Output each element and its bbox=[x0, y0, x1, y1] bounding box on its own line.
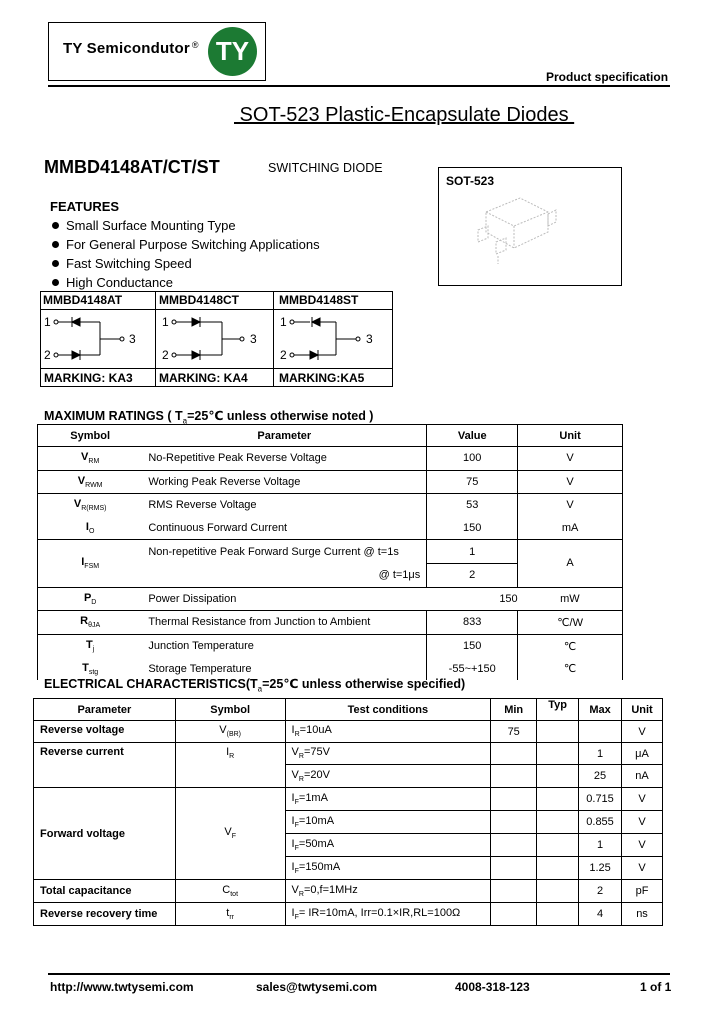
bullet-icon bbox=[52, 241, 59, 248]
pin-label: 1 bbox=[162, 315, 169, 329]
table-row: $I_{FSM}$ Non-repetitive Peak Forward Surge Current @ t=1s 1 A bbox=[38, 540, 623, 564]
circuit-at-diagram bbox=[42, 311, 154, 367]
table-header-row bbox=[34, 699, 663, 721]
header-divider bbox=[48, 85, 670, 87]
table-row: Reverse voltage $V_{(BR)}$ $I_R=10uA$ 75 V bbox=[34, 721, 663, 743]
page-number: 1 of 1 bbox=[640, 980, 672, 994]
table-row: Total capacitance $C_{tot}$ $V_R=0,f=1MHz$ 2 pF bbox=[34, 880, 663, 903]
table-row: $I_F=10mA$ 0.855 V bbox=[34, 811, 663, 834]
pin-label: 3 bbox=[366, 332, 373, 346]
pin-label: 1 bbox=[280, 315, 287, 329]
col-header-typ: Typ bbox=[537, 699, 579, 721]
footer-divider bbox=[48, 973, 670, 975]
bullet-icon bbox=[52, 260, 59, 267]
feature-item: Small Surface Mounting Type bbox=[52, 218, 236, 233]
package-outline-drawing bbox=[468, 190, 564, 270]
device-type: SWITCHING DIODE bbox=[268, 161, 383, 175]
table-row: $T_{stg}$ Storage Temperature -55~+150 ℃ bbox=[38, 657, 623, 680]
table-row: Forward voltage $V_F$ $I_F=1mA$ 0.715 V bbox=[34, 788, 663, 811]
table-row: Reverse current $I_R$ $V_R=75V$ 1 μA bbox=[34, 743, 663, 765]
circuit-st-diagram bbox=[276, 311, 392, 367]
col-header-symbol: Symbol bbox=[175, 699, 285, 721]
col-header-parameter: Parameter bbox=[257, 429, 312, 442]
footer-website-link[interactable]: http://www.twtysemi.com bbox=[50, 980, 194, 994]
table-row: $V_R=20V$ 25 nA bbox=[34, 765, 663, 788]
variant-name-ct: MMBD4148CT bbox=[159, 293, 240, 307]
feature-item: For General Purpose Switching Applications bbox=[52, 237, 320, 252]
col-header-max: Max bbox=[579, 699, 622, 721]
page-title: SOT-523 Plastic-Encapsulate Diodes bbox=[234, 104, 575, 126]
bullet-icon bbox=[52, 222, 59, 229]
table-row: $I_O$ Continuous Forward Current 150 mA bbox=[38, 517, 623, 540]
table-row: $I_F=50mA$ 1 V bbox=[34, 834, 663, 857]
table-row: $V_{RWM}$ Working Peak Reverse Voltage 75 V bbox=[38, 470, 623, 494]
bullet-icon bbox=[52, 279, 59, 286]
table-header-row bbox=[38, 425, 623, 447]
marking-divider bbox=[40, 309, 393, 310]
circuit-ct-diagram bbox=[158, 311, 272, 367]
company-name: TY Semicondutor ® bbox=[63, 40, 199, 57]
table-row: $P_D$ Power Dissipation 150 mW bbox=[38, 587, 623, 611]
max-ratings-heading: MAXIMUM RATINGS ( $T_a=25℃$ unless otherwise noted ) bbox=[44, 409, 374, 426]
footer-phone: 4008-318-123 bbox=[455, 980, 530, 994]
table-row: @ t=1μs 2 bbox=[38, 563, 623, 587]
col-header-value: Value bbox=[427, 425, 518, 447]
max-ratings-table bbox=[37, 424, 623, 680]
variant-name-st: MMBD4148ST bbox=[279, 293, 359, 307]
electrical-table bbox=[33, 698, 663, 926]
variant-name-at: MMBD4148AT bbox=[43, 293, 123, 307]
electrical-heading: ELECTRICAL $CHARACTERISTICS(T_a=25℃$ unless otherwise specified) bbox=[44, 677, 466, 694]
col-header-unit: Unit bbox=[518, 425, 623, 447]
product-spec-label: Product specification bbox=[546, 70, 669, 84]
table-row: $V_{RM}$ No-Repetitive Peak Reverse Voltage 100 V bbox=[38, 447, 623, 471]
registered-mark: ® bbox=[191, 40, 199, 50]
col-header-min: Min bbox=[491, 699, 537, 721]
marking-code-st: MARKING:KA5 bbox=[279, 371, 365, 385]
footer-email-link[interactable]: sales@twtysemi.com bbox=[256, 980, 378, 994]
table-row: $I_F=150mA$ 1.25 V bbox=[34, 857, 663, 880]
pin-label: 1 bbox=[44, 315, 51, 329]
table-row: $V_{R(RMS)}$ RMS Reverse Voltage 53 V bbox=[38, 494, 623, 517]
features-heading: FEATURES bbox=[50, 199, 120, 214]
company-logo: TY bbox=[208, 27, 257, 76]
table-row: $T_j$ Junction Temperature 150 ℃ bbox=[38, 634, 623, 657]
feature-item: High Conductance bbox=[52, 275, 173, 290]
col-header-conditions: Test conditions bbox=[285, 699, 491, 721]
marking-code-at: MARKING: KA3 bbox=[44, 371, 133, 385]
table-row: Reverse recovery time $t_{rr}$ $I_F= IR=10mA$, Irr=0.1×IR,RL=100Ω 4 ns bbox=[34, 903, 663, 926]
pin-label: 2 bbox=[162, 348, 169, 362]
part-number: MMBD4148AT/CT/ST bbox=[44, 157, 220, 177]
table-row: $R_{\theta JA}$ Thermal Resistance from Junction to Ambient 833 ℃/W bbox=[38, 611, 623, 635]
marking-divider bbox=[40, 368, 393, 369]
pin-label: 3 bbox=[250, 332, 257, 346]
marking-divider bbox=[273, 291, 274, 387]
marking-code-ct: MARKING: KA4 bbox=[159, 371, 248, 385]
feature-item: Fast Switching Speed bbox=[52, 256, 192, 271]
col-header-unit: Unit bbox=[622, 699, 663, 721]
pin-label: 3 bbox=[129, 332, 136, 346]
col-header-symbol: Symbol bbox=[38, 425, 143, 447]
col-header-parameter: Parameter bbox=[34, 699, 176, 721]
package-label: SOT-523 bbox=[446, 174, 495, 188]
marking-divider bbox=[155, 291, 156, 387]
pin-label: 2 bbox=[280, 348, 287, 362]
pin-label: 2 bbox=[44, 348, 51, 362]
